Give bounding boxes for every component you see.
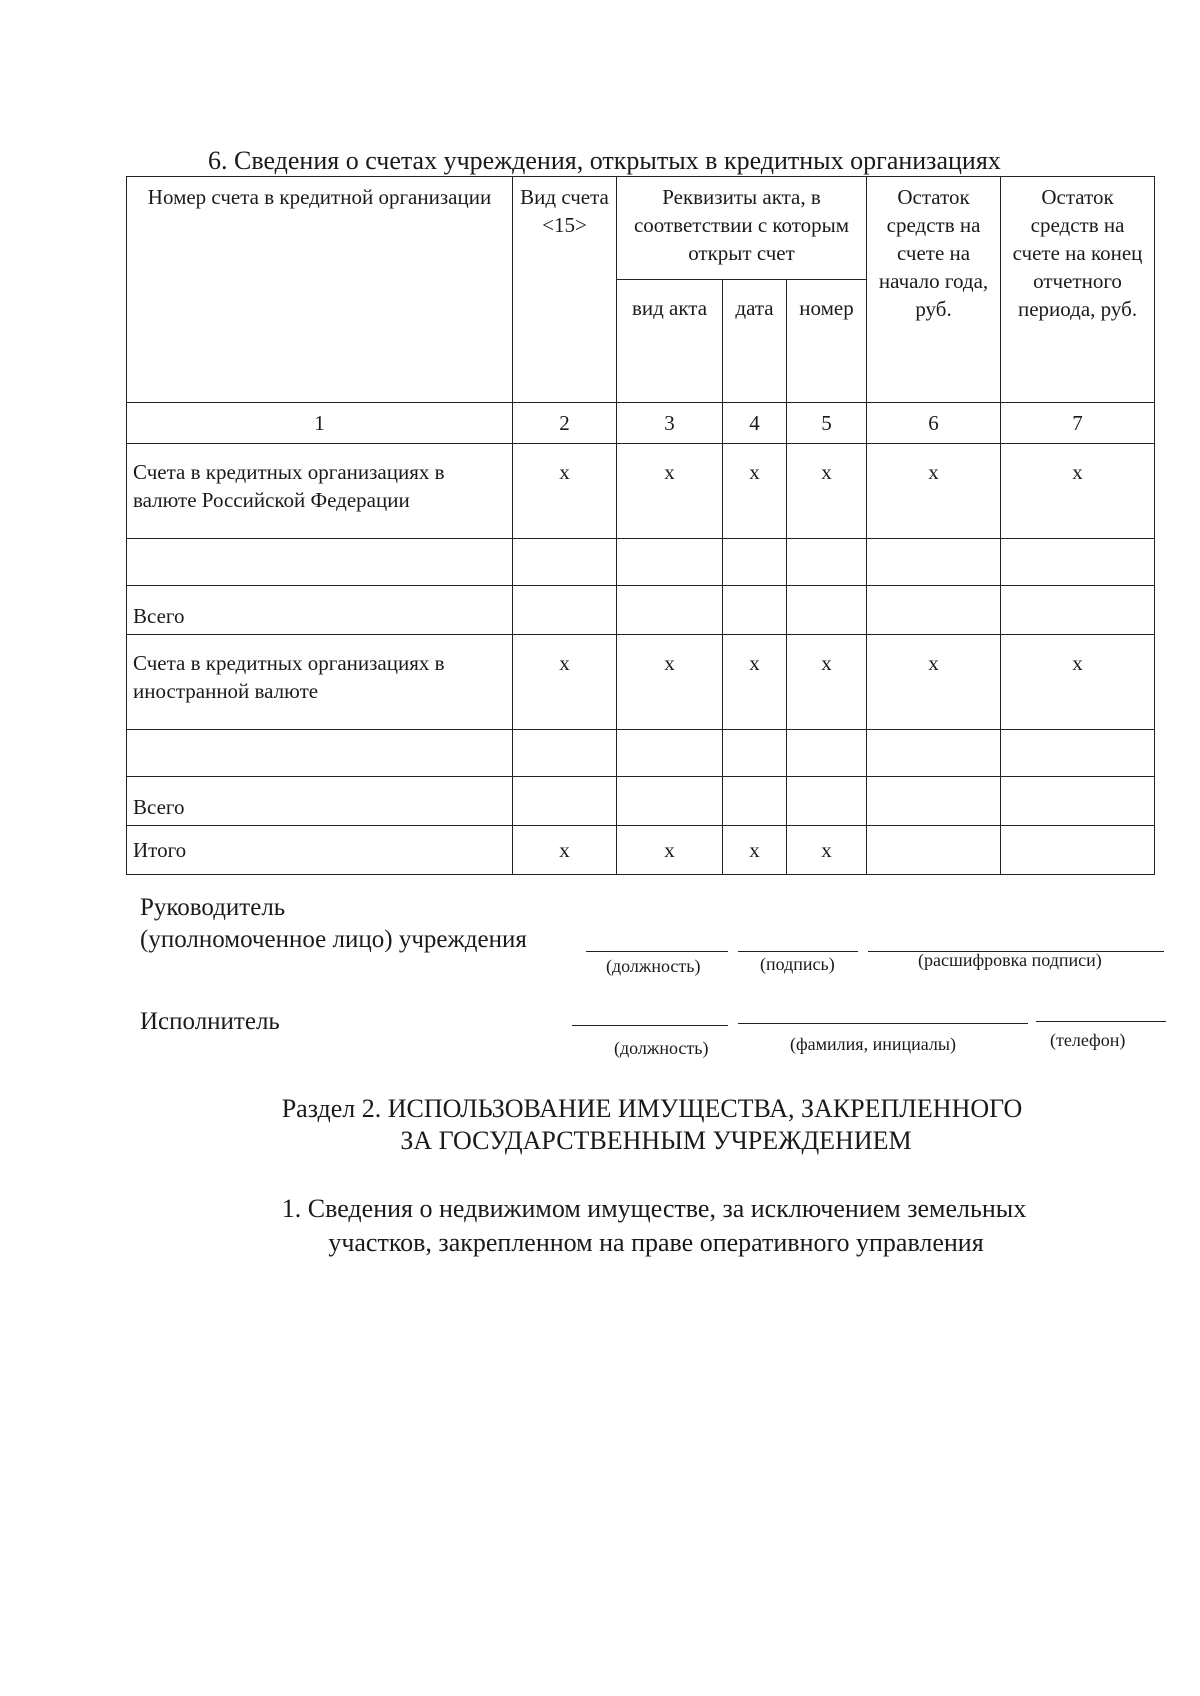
table-cell — [867, 777, 1001, 826]
header-account-number: Номер счета в кредитной организации — [127, 177, 513, 403]
table-cell — [1001, 539, 1155, 586]
section-2-subtitle-line2: участков, закрепленном на праве оперативного управления — [328, 1228, 984, 1257]
table-cell — [723, 777, 787, 826]
header-act-type: вид акта — [617, 280, 723, 403]
table-cell — [513, 539, 617, 586]
table-cell: x — [617, 635, 723, 730]
column-numbers-row — [127, 403, 1155, 444]
table-cell — [617, 586, 723, 635]
column-number: 5 — [787, 403, 867, 444]
table-cell — [867, 586, 1001, 635]
table-cell — [867, 826, 1001, 875]
table-row — [127, 777, 1155, 826]
header-balance-start: Остаток средств на счете на начало года, руб. — [867, 177, 1001, 403]
executor-phone-caption: (телефон) — [1050, 1030, 1126, 1050]
table-cell: x — [513, 635, 617, 730]
table-cell — [723, 730, 787, 777]
table-cell — [513, 777, 617, 826]
signature-decoding-caption: (расшифровка подписи) — [918, 950, 1102, 970]
executor-name-line — [738, 1023, 1028, 1024]
table-cell: x — [723, 635, 787, 730]
table-cell — [787, 586, 867, 635]
table-cell — [787, 539, 867, 586]
position-caption: (должность) — [606, 956, 701, 976]
table-cell: x — [617, 826, 723, 875]
table-cell — [617, 730, 723, 777]
table-cell — [513, 730, 617, 777]
table-cell: x — [723, 826, 787, 875]
header-act-number: номер — [787, 280, 867, 403]
header-balance-end: Остаток средств на счете на конец отчетного периода, руб. — [1001, 177, 1155, 403]
column-number: 3 — [617, 403, 723, 444]
row-label: Итого — [127, 826, 513, 875]
column-number: 1 — [127, 403, 513, 444]
table-cell: x — [867, 635, 1001, 730]
table-cell: x — [617, 444, 723, 539]
head-label-line2: (уполномоченное лицо) учреждения — [140, 926, 527, 953]
executor-position-caption: (должность) — [614, 1038, 709, 1058]
table-cell: x — [1001, 444, 1155, 539]
accounts-table — [126, 176, 1155, 875]
table-cell — [787, 730, 867, 777]
column-number: 4 — [723, 403, 787, 444]
column-number: 7 — [1001, 403, 1155, 444]
table-row — [127, 635, 1155, 730]
row-label: Всего — [127, 586, 513, 635]
section-2-title-line2: ЗА ГОСУДАРСТВЕННЫМ УЧРЕЖДЕНИЕМ — [400, 1126, 912, 1155]
table-cell: x — [513, 826, 617, 875]
table-cell — [1001, 730, 1155, 777]
row-label: Всего — [127, 777, 513, 826]
table-cell — [723, 539, 787, 586]
table-cell: x — [787, 826, 867, 875]
row-label: Счета в кредитных организациях в иностранной валюте — [127, 635, 513, 730]
section-2-subtitle-line1: 1. Сведения о недвижимом имуществе, за исключением земельных — [281, 1194, 1027, 1223]
table-cell — [1001, 777, 1155, 826]
table-cell: x — [513, 444, 617, 539]
table-row — [127, 730, 1155, 777]
row-label — [127, 730, 513, 777]
section-6-title: 6. Сведения о счетах учреждения, открытых в кредитных организациях — [208, 146, 1001, 175]
table-cell — [1001, 826, 1155, 875]
header-account-type: Вид счета <15> — [513, 177, 617, 403]
table-row — [127, 826, 1155, 875]
table-cell: x — [1001, 635, 1155, 730]
section-2-title-line1: Раздел 2. ИСПОЛЬЗОВАНИЕ ИМУЩЕСТВА, ЗАКРЕПЛЕННОГО — [281, 1094, 1023, 1123]
table-row — [127, 444, 1155, 539]
table-cell: x — [867, 444, 1001, 539]
table-row — [127, 586, 1155, 635]
position-signature-line — [586, 951, 728, 952]
table-cell — [617, 777, 723, 826]
executor-name-caption: (фамилия, инициалы) — [790, 1034, 956, 1054]
table-cell — [787, 777, 867, 826]
executor-position-line — [572, 1025, 728, 1026]
table-cell — [513, 586, 617, 635]
signature-line — [738, 951, 858, 952]
executor-label: Исполнитель — [140, 1008, 280, 1035]
table-cell: x — [723, 444, 787, 539]
table-row — [127, 539, 1155, 586]
column-number: 6 — [867, 403, 1001, 444]
table-cell — [867, 539, 1001, 586]
table-cell — [1001, 586, 1155, 635]
table-cell — [617, 539, 723, 586]
table-cell: x — [787, 444, 867, 539]
head-label-line1: Руководитель — [140, 894, 286, 921]
header-act-details: Реквизиты акта, в соответствии с которым открыт счет — [617, 177, 867, 280]
row-label: Счета в кредитных организациях в валюте Российской Федерации — [127, 444, 513, 539]
table-cell — [867, 730, 1001, 777]
row-label — [127, 539, 513, 586]
header-act-date: дата — [723, 280, 787, 403]
column-number: 2 — [513, 403, 617, 444]
signature-caption: (подпись) — [760, 954, 835, 974]
executor-phone-line — [1036, 1021, 1166, 1022]
table-cell: x — [787, 635, 867, 730]
table-cell — [723, 586, 787, 635]
